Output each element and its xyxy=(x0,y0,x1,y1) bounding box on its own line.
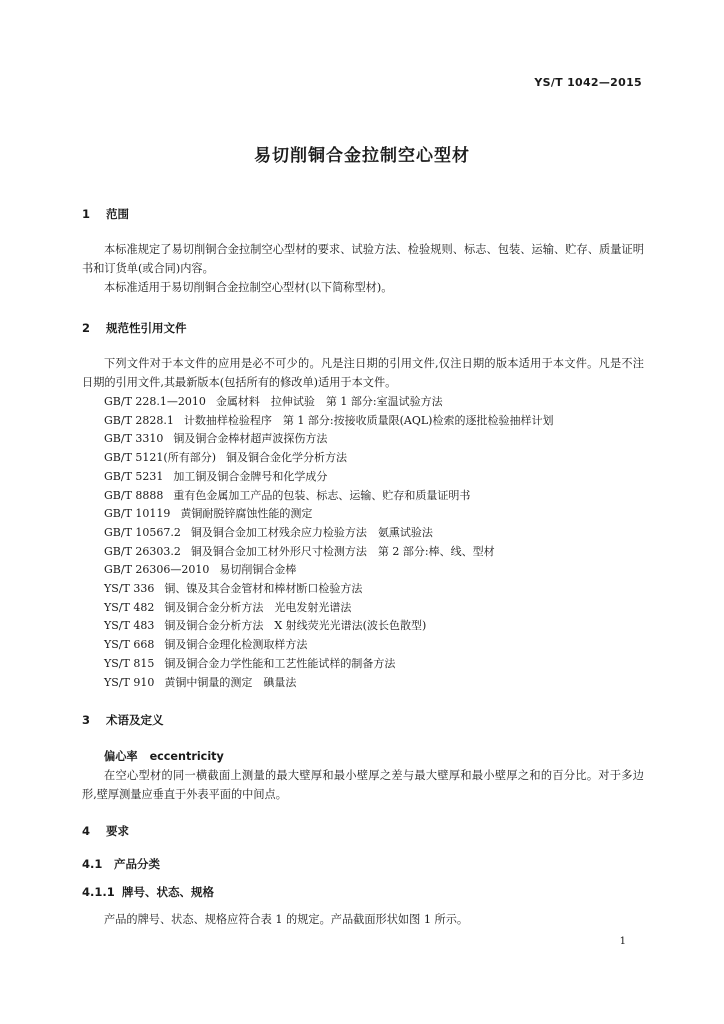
reference-item xyxy=(104,617,553,636)
reference-code: YS/T 910 xyxy=(104,675,155,689)
document-title: 易切削铜合金拉制空心型材 xyxy=(254,146,470,166)
reference-item xyxy=(104,505,553,524)
section-number: 4.1 xyxy=(82,857,103,871)
section-number: 4.1.1 xyxy=(82,885,115,899)
reference-title: 铜及铜合金加工材外形尺寸检测方法 第 2 部分:棒、线、型材 xyxy=(190,544,495,558)
section-title: 要求 xyxy=(106,824,129,838)
reference-code: GB/T 5231 xyxy=(104,469,164,483)
reference-title: 铜及铜合金力学性能和工艺性能试样的制备方法 xyxy=(164,656,396,670)
reference-item xyxy=(104,524,553,543)
reference-title: 黄铜耐脱锌腐蚀性能的测定 xyxy=(180,507,313,521)
reference-item xyxy=(104,449,553,468)
reference-title: 铜及铜合金分析方法 光电发射光谱法 xyxy=(164,600,352,614)
reference-list xyxy=(104,393,553,692)
scope-paragraph-1: 本标准规定了易切削铜合金拉制空心型材的要求、试验方法、检验规则、标志、包装、运输、贮存、质量证明书和订货单(或合同)内容。 xyxy=(82,243,644,275)
reference-code: GB/T 10567.2 xyxy=(104,525,181,539)
standard-number: YS/T 1042—2015 xyxy=(534,76,642,89)
reference-title: 铜及铜合金加工材残余应力检验方法 氨熏试验法 xyxy=(190,525,433,539)
term-english: eccentricity xyxy=(149,750,224,763)
reference-code: YS/T 668 xyxy=(104,638,155,652)
reference-title: 金属材料 拉伸试验 第 1 部分:室温试验方法 xyxy=(215,395,443,408)
reference-title: 铜及铜合金理化检测取样方法 xyxy=(164,638,308,652)
reference-title: 重有色金属加工产品的包装、标志、运输、贮存和质量证明书 xyxy=(173,488,471,502)
reference-title: 铜及铜合金分析方法 X 射线荧光光谱法(波长色散型) xyxy=(164,619,427,633)
section-heading-1 xyxy=(82,206,129,222)
classification-paragraph: 产品的牌号、状态、规格应符合表 1 的规定。产品截面形状如图 1 所示。 xyxy=(104,913,469,926)
reference-item xyxy=(104,430,553,449)
section-heading-4-1 xyxy=(82,856,160,872)
page-number: 1 xyxy=(619,936,626,947)
scope-paragraph-2: 本标准适用于易切削铜合金拉制空心型材(以下简称型材)。 xyxy=(104,281,393,294)
section-title: 牌号、状态、规格 xyxy=(122,885,214,899)
reference-title: 易切削铜合金棒 xyxy=(219,563,297,577)
section-heading-4-1-1 xyxy=(82,884,214,900)
section-title: 术语及定义 xyxy=(106,713,164,727)
reference-item xyxy=(104,393,553,412)
reference-item xyxy=(104,580,553,599)
reference-item xyxy=(104,599,553,618)
term-chinese: 偏心率 xyxy=(104,750,138,763)
section-number: 3 xyxy=(82,713,91,727)
reference-code: GB/T 3310 xyxy=(104,432,164,446)
reference-title: 铜及铜合金化学分析方法 xyxy=(226,451,347,465)
reference-code: GB/T 228.1—2010 xyxy=(104,395,206,408)
reference-item xyxy=(104,543,553,562)
reference-title: 黄铜中铜量的测定 碘量法 xyxy=(164,675,297,689)
reference-code: GB/T 2828.1 xyxy=(104,413,174,427)
section-title: 范围 xyxy=(106,207,129,221)
reference-code: YS/T 336 xyxy=(104,582,155,596)
references-intro: 下列文件对于本文件的应用是必不可少的。凡是注日期的引用文件,仅注日期的版本适用于本文件。凡是不注日期的引用文件,其最新版本(包括所有的修改单)适用于本文件。 xyxy=(82,357,644,389)
reference-title: 铜、镍及其合金管材和棒材断口检验方法 xyxy=(164,582,363,596)
reference-title: 加工铜及铜合金牌号和化学成分 xyxy=(173,469,328,483)
reference-code: GB/T 26303.2 xyxy=(104,544,181,558)
section-number: 4 xyxy=(82,824,91,838)
reference-item xyxy=(104,636,553,655)
term-definition: 在空心型材的同一横截面上测量的最大壁厚和最小壁厚之差与最大壁厚和最小壁厚之和的百分比。对于多边形,壁厚测量应垂直于外表平面的中间点。 xyxy=(82,769,644,801)
reference-code: YS/T 482 xyxy=(104,600,155,614)
reference-title: 计数抽样检验程序 第 1 部分:按接收质量限(AQL)检索的逐批检验抽样计划 xyxy=(183,413,554,427)
section-heading-4 xyxy=(82,823,129,839)
reference-code: YS/T 483 xyxy=(104,619,155,633)
section-title: 规范性引用文件 xyxy=(106,321,187,335)
reference-item xyxy=(104,561,553,580)
reference-item xyxy=(104,468,553,487)
reference-item xyxy=(104,655,553,674)
reference-title: 铜及铜合金棒材超声波探伤方法 xyxy=(173,432,328,446)
reference-code: GB/T 5121(所有部分) xyxy=(104,451,216,465)
reference-code: YS/T 815 xyxy=(104,656,155,670)
reference-code: GB/T 8888 xyxy=(104,488,164,502)
reference-item xyxy=(104,674,553,693)
section-title: 产品分类 xyxy=(114,857,160,871)
term-entry xyxy=(104,748,224,764)
reference-item xyxy=(104,487,553,506)
reference-code: GB/T 26306—2010 xyxy=(104,563,210,577)
reference-item xyxy=(104,412,553,431)
section-number: 1 xyxy=(82,207,91,221)
reference-code: GB/T 10119 xyxy=(104,507,171,521)
section-number: 2 xyxy=(82,321,91,335)
section-heading-3 xyxy=(82,712,164,728)
section-heading-2 xyxy=(82,320,187,336)
